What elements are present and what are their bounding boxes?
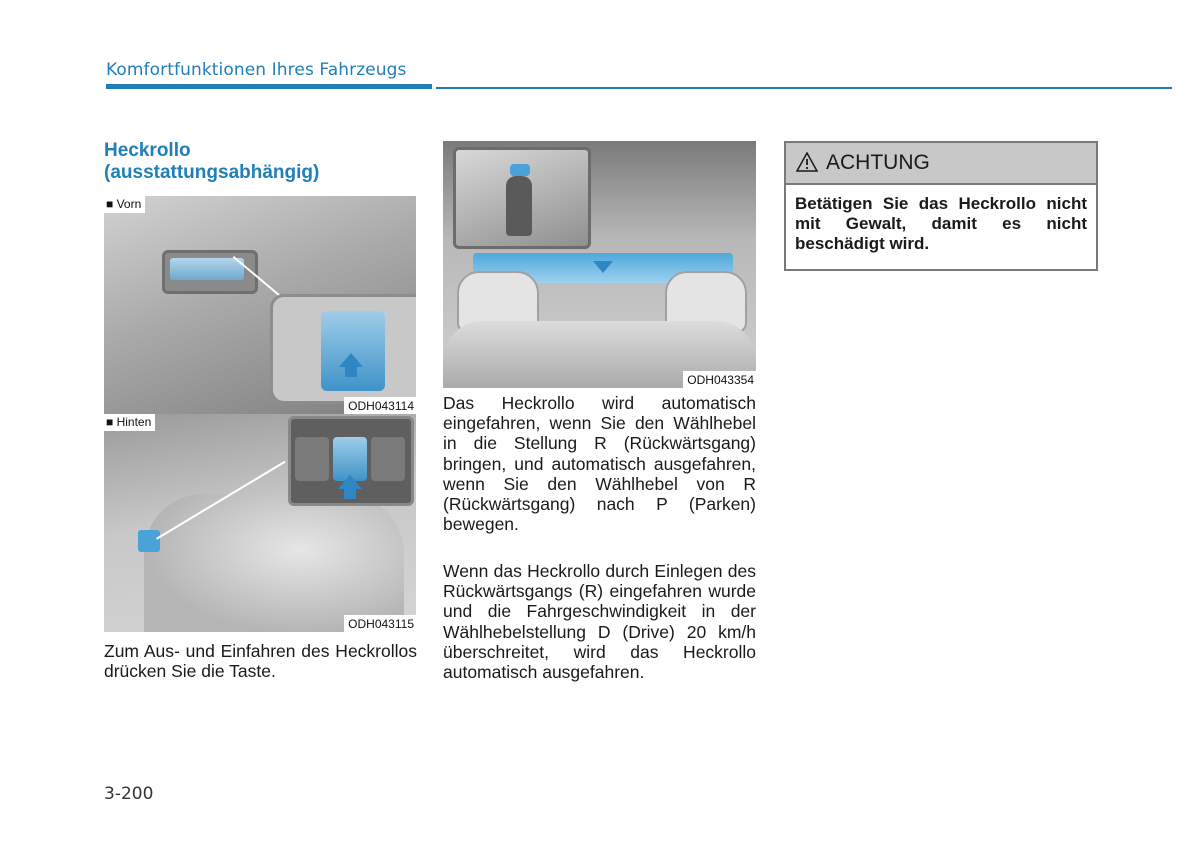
warning-text: Betätigen Sie das Heckrollo nicht mit Gewalt, damit es nicht beschädigt wird. <box>795 194 1087 253</box>
header-rule-thin <box>436 87 1172 89</box>
seat-heater-switch-right <box>371 437 405 481</box>
press-arrow-icon <box>339 353 363 367</box>
gear-lever-inset <box>453 147 591 249</box>
section-title-line1: Heckrollo <box>104 140 191 161</box>
rear-switch-location <box>138 530 160 552</box>
body-paragraph-2: Wenn das Heckrollo durch Einlegen des Rückwärtsgangs (R) eingefahren wurde und die Fahrgeschwindigkeit in der Wählhebelstellung D (Drive) 20 km/h überschreitet, wird das Heckrollo automatisch ausgefahren. <box>443 561 756 683</box>
warning-triangle-icon <box>796 152 818 172</box>
page-number: 3-200 <box>104 784 154 804</box>
section-title-line2: (ausstattungsabhängig) <box>104 162 320 183</box>
figure-rear-window-rollo <box>443 141 756 388</box>
press-arrow-icon <box>338 475 362 489</box>
figure-label-front: ■ Vorn <box>104 196 145 213</box>
gear-lever-arrow-icon <box>510 164 530 176</box>
warning-header <box>786 143 1096 185</box>
section-title <box>104 140 319 184</box>
gear-lever <box>506 176 532 236</box>
figure-label-rear: ■ Hinten <box>104 414 155 431</box>
figure-code-rear-window: ODH043354 <box>683 371 756 388</box>
figure-front-rollo-switch <box>104 196 416 414</box>
rear-seat <box>144 494 404 632</box>
warning-box <box>784 141 1098 271</box>
figure-rear-rollo-switch <box>104 414 416 632</box>
figure-code-rear: ODH043115 <box>344 615 416 632</box>
figure-caption: Zum Aus- und Einfahren des Heckrollos drücken Sie die Taste. <box>104 641 417 682</box>
seat-heater-switch-left <box>295 437 329 481</box>
figure-code-front: ODH043114 <box>344 397 416 414</box>
press-arrow-stem <box>345 367 357 377</box>
press-arrow-stem <box>344 489 356 499</box>
body-paragraph-1: Das Heckrollo wird automatisch eingefahren, wenn Sie den Wählhebel in die Stellung R (Rückwärtsgang) bringen, und automatisch ausgefahren, wenn Sie den Wählhebel von R (Rückwärtsgang) nach P (Parken) bewegen. <box>443 393 756 535</box>
rollo-button-detail <box>321 311 385 391</box>
rollo-switch <box>170 258 244 280</box>
rear-switch-detail-inset <box>288 416 414 506</box>
warning-title: ACHTUNG <box>826 151 930 174</box>
header-rule-thick <box>106 84 432 89</box>
running-header: Komfortfunktionen Ihres Fahrzeugs <box>106 60 407 80</box>
shade-down-arrow-icon <box>593 261 613 273</box>
switch-detail-inset <box>270 294 416 404</box>
